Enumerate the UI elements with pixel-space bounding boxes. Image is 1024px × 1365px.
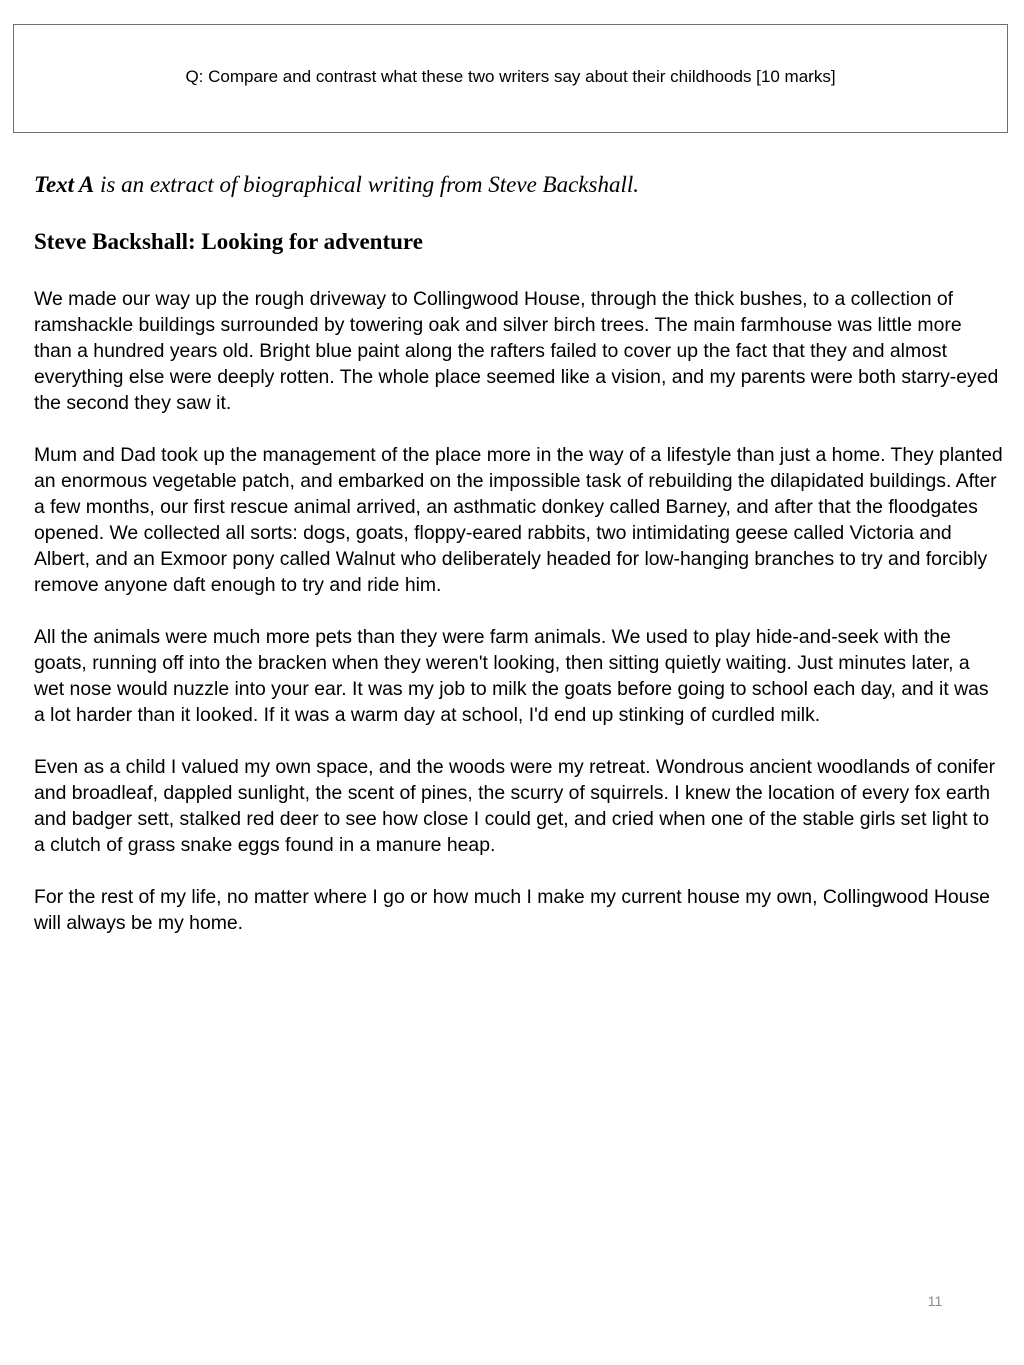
- question-box: [13, 24, 1008, 133]
- paragraph-5: For the rest of my life, no matter where I go or how much I make my current house my own, Collingwood House will always be my home.: [34, 886, 990, 934]
- paragraph-2: Mum and Dad took up the management of the place more in the way of a lifestyle than just a home. They planted an enormous vegetable patch, and embarked on the impossible task of rebuilding the dilapidated buildings. After a few months, our first rescue animal arrived, an asthmatic donkey called Barney, and after that the floodgates opened. We collected all sorts: dogs, goats, floppy-eared rabbits, two intimidating geese called Victoria and Albert, and an Exmoor pony called Walnut who deliberately headed for low-hanging branches to try and forcibly remove anyone daft enough to try and ride him.: [34, 444, 1003, 596]
- paragraph-4: Even as a child I valued my own space, and the woods were my retreat. Wondrous ancient woodlands of conifer and broadleaf, dappled sunlight, the scent of pines, the scurry of squirrels. I knew the location of every fox earth and badger sett, stalked red deer to see how close I could get, and cried when one of the stable girls set light to a clutch of grass snake eggs found in a manure heap.: [34, 756, 996, 856]
- paragraph-3: All the animals were much more pets than they were farm animals. We used to play hide-and-seek with the goats, running off into the bracken when they weren't looking, then sitting quietly waiting. Just minutes later, a wet nose would nuzzle into your ear. It was my job to milk the goats before going to school each day, and it was a lot harder than it looked. If it was a warm day at school, I'd end up stinking of curdled milk.: [34, 626, 989, 726]
- paragraph-1: We made our way up the rough driveway to Collingwood House, through the thick bushes, to a collection of ramshackle buildings surrounded by towering oak and silver birch trees. The main farmhouse was little more than a hundred years old. Bright blue paint along the rafters failed to cover up the fact that they and almost everything else were deeply rotten. The whole place seemed like a vision, and my parents were both starry-eyed the second they saw it.: [34, 288, 999, 414]
- extract-body: [34, 286, 1004, 962]
- text-intro: [34, 170, 639, 200]
- text-intro-description: is an extract of biographical writing from Steve Backshall.: [94, 172, 639, 197]
- page-number: 11: [927, 1293, 943, 1309]
- text-label: Text A: [34, 172, 95, 197]
- question-text: Q: Compare and contrast what these two writers say about their childhoods [10 marks]: [185, 67, 836, 86]
- extract-heading: Steve Backshall: Looking for adventure: [34, 229, 423, 254]
